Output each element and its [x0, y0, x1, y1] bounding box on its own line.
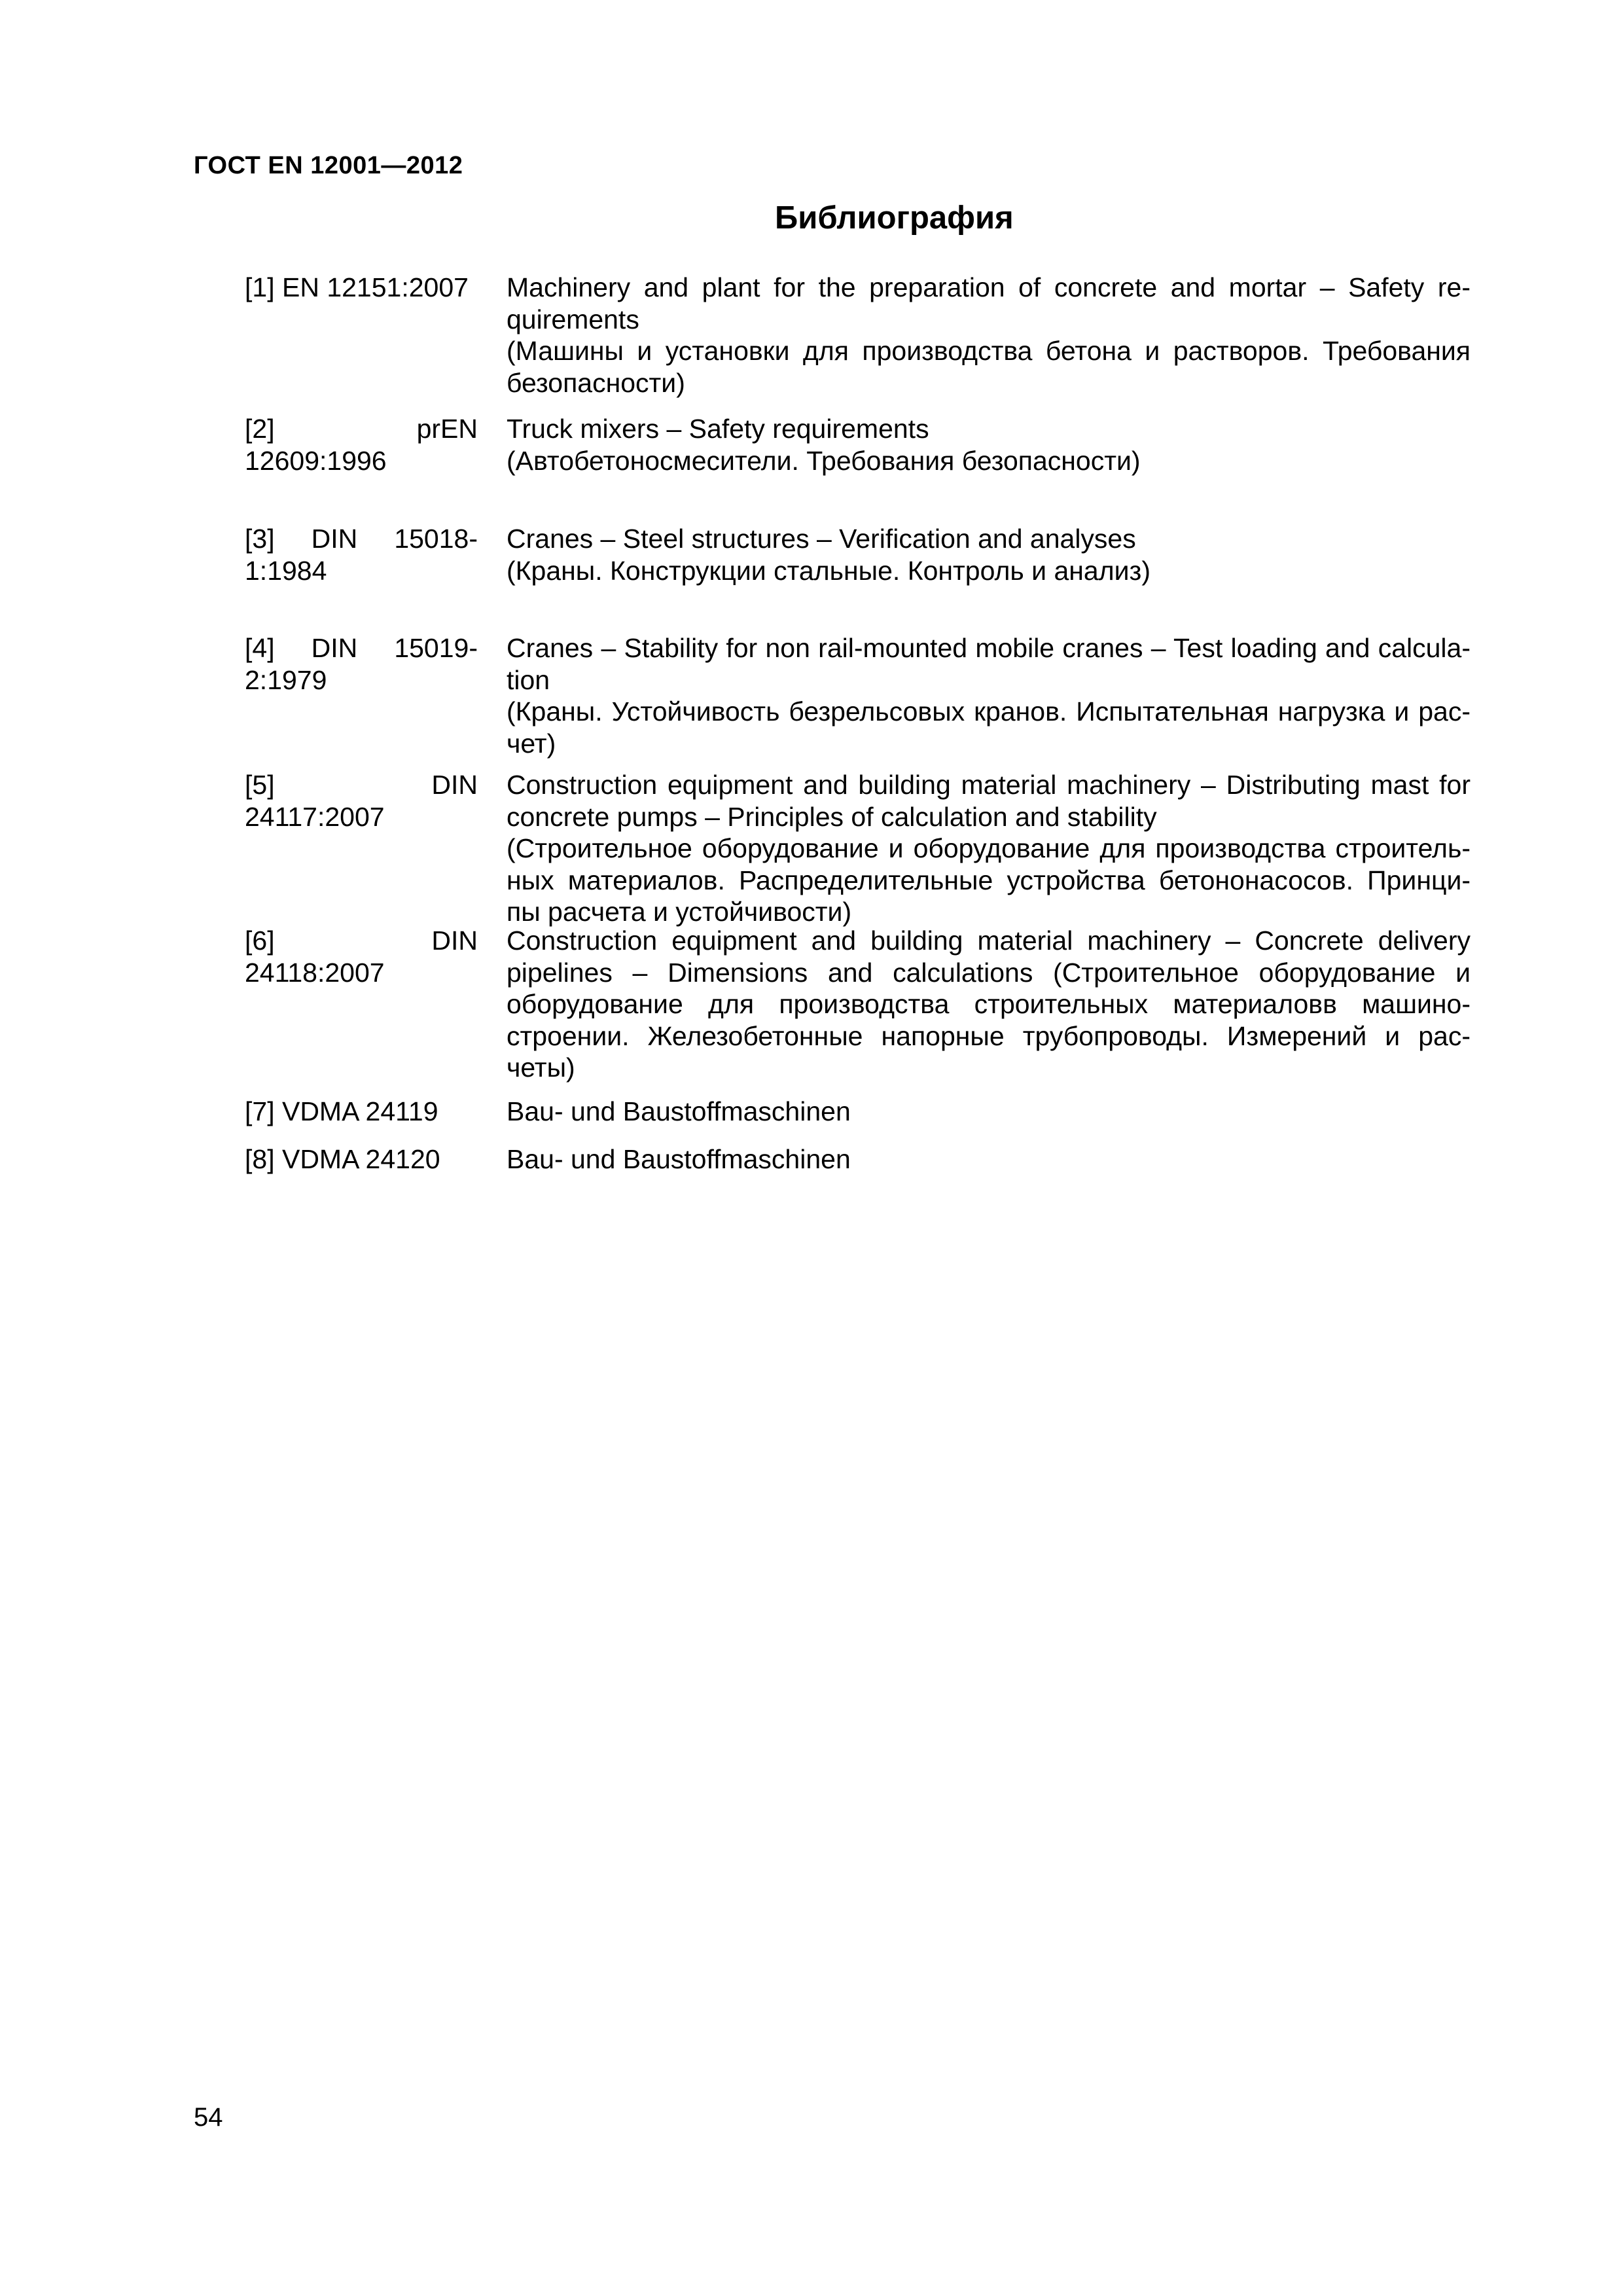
document-header: ГОСТ EN 12001—2012 [194, 152, 463, 179]
ref-text: 1:1984 [245, 555, 327, 586]
desc-en: Truck mixers – Safety requirements [507, 414, 929, 444]
ref-text: DIN [311, 524, 358, 554]
desc-ru: (Машины и установки для производства бетона и растворов. Требования безопасности) [507, 336, 1471, 398]
ref-text: 12609:1996 [245, 445, 387, 476]
desc-en: Machinery and plant for the preparation of concrete and mortar – Safety re-quirements [507, 272, 1471, 334]
ref-text: 2:1979 [245, 664, 327, 695]
ref-text: [8] VDMA 24120 [245, 1144, 440, 1174]
ref-text: [3] [245, 524, 275, 554]
ref-text: 15018- [394, 524, 478, 554]
entry-description [507, 769, 1471, 928]
entry-description [507, 925, 1471, 1084]
desc-en: Cranes – Stability for non rail-mounted mobile cranes – Test loading and calcula-tion [507, 633, 1471, 695]
entry-reference [245, 1096, 478, 1128]
bibliography-entry [245, 925, 1471, 1083]
ref-text: DIN [431, 925, 478, 956]
entry-description [507, 1143, 1471, 1175]
ref-text: DIN [431, 770, 478, 800]
bibliography-title: Библиография [775, 200, 1014, 236]
ref-text: 15019- [394, 633, 478, 663]
desc-en: Cranes – Steel structures – Verification and analyses [507, 524, 1136, 554]
bibliography-entry [245, 1096, 1470, 1128]
ref-text: [1] EN 12151:2007 [245, 272, 469, 302]
page-number: 54 [194, 2103, 223, 2132]
entry-reference [245, 1143, 478, 1175]
desc-en: Construction equipment and building material machinery – Concrete delivery pipelines – Dimensions and calculations (Строительное оборудование и оборудование для производства строительных материаловв машино-строении. Железобетонные напорные трубопроводы. Измерений и рас-четы) [507, 925, 1471, 1083]
bibliography-entry [245, 523, 1470, 586]
bibliography-entry [245, 1143, 1470, 1175]
entry-description [507, 413, 1471, 476]
desc-en: Construction equipment and building material machinery – Distributing mast for concrete pumps – Principles of calculation and stability [507, 770, 1471, 832]
ref-text: prEN [416, 414, 478, 444]
entry-reference [245, 523, 478, 586]
ref-text: 24118:2007 [245, 957, 385, 988]
ref-line [245, 925, 478, 957]
bibliography-entry [245, 272, 1471, 398]
entry-reference [245, 413, 478, 476]
ref-text: 24117:2007 [245, 801, 385, 832]
ref-line [245, 769, 478, 801]
entry-reference [245, 769, 478, 833]
desc-ru: (Автобетоносмесители. Требования безопасности) [507, 445, 1141, 476]
ref-text: [7] VDMA 24119 [245, 1096, 438, 1126]
desc-en: Bau- und Baustoffmaschinen [507, 1096, 851, 1126]
ref-line [245, 413, 478, 445]
desc-ru: (Краны. Конструкции стальные. Контроль и анализ) [507, 555, 1150, 586]
ref-line [245, 632, 478, 664]
ref-text: DIN [311, 633, 358, 663]
entry-description [507, 272, 1471, 399]
desc-ru: (Строительное оборудование и оборудование для производства строитель-ных материалов. Распределительные устройства бетононасосов. Принци-пы расчета и устойчивости) [507, 833, 1471, 927]
desc-en: Bau- und Baustoffmaschinen [507, 1144, 851, 1174]
entry-description [507, 632, 1471, 759]
ref-line [245, 523, 478, 555]
desc-ru: (Краны. Устойчивость безрельсовых кранов. Испытательная нагрузка и рас-чет) [507, 696, 1471, 759]
entry-description [507, 1096, 1471, 1128]
ref-text: [4] [245, 633, 275, 663]
entry-reference [245, 272, 478, 304]
bibliography-entry [245, 632, 1471, 759]
bibliography-entry [245, 769, 1471, 927]
entry-description [507, 523, 1471, 586]
entry-reference [245, 632, 478, 696]
ref-text: [2] [245, 414, 275, 444]
ref-text: [5] [245, 770, 275, 800]
ref-text: [6] [245, 925, 275, 956]
entry-reference [245, 925, 478, 988]
bibliography-entry [245, 413, 1470, 476]
